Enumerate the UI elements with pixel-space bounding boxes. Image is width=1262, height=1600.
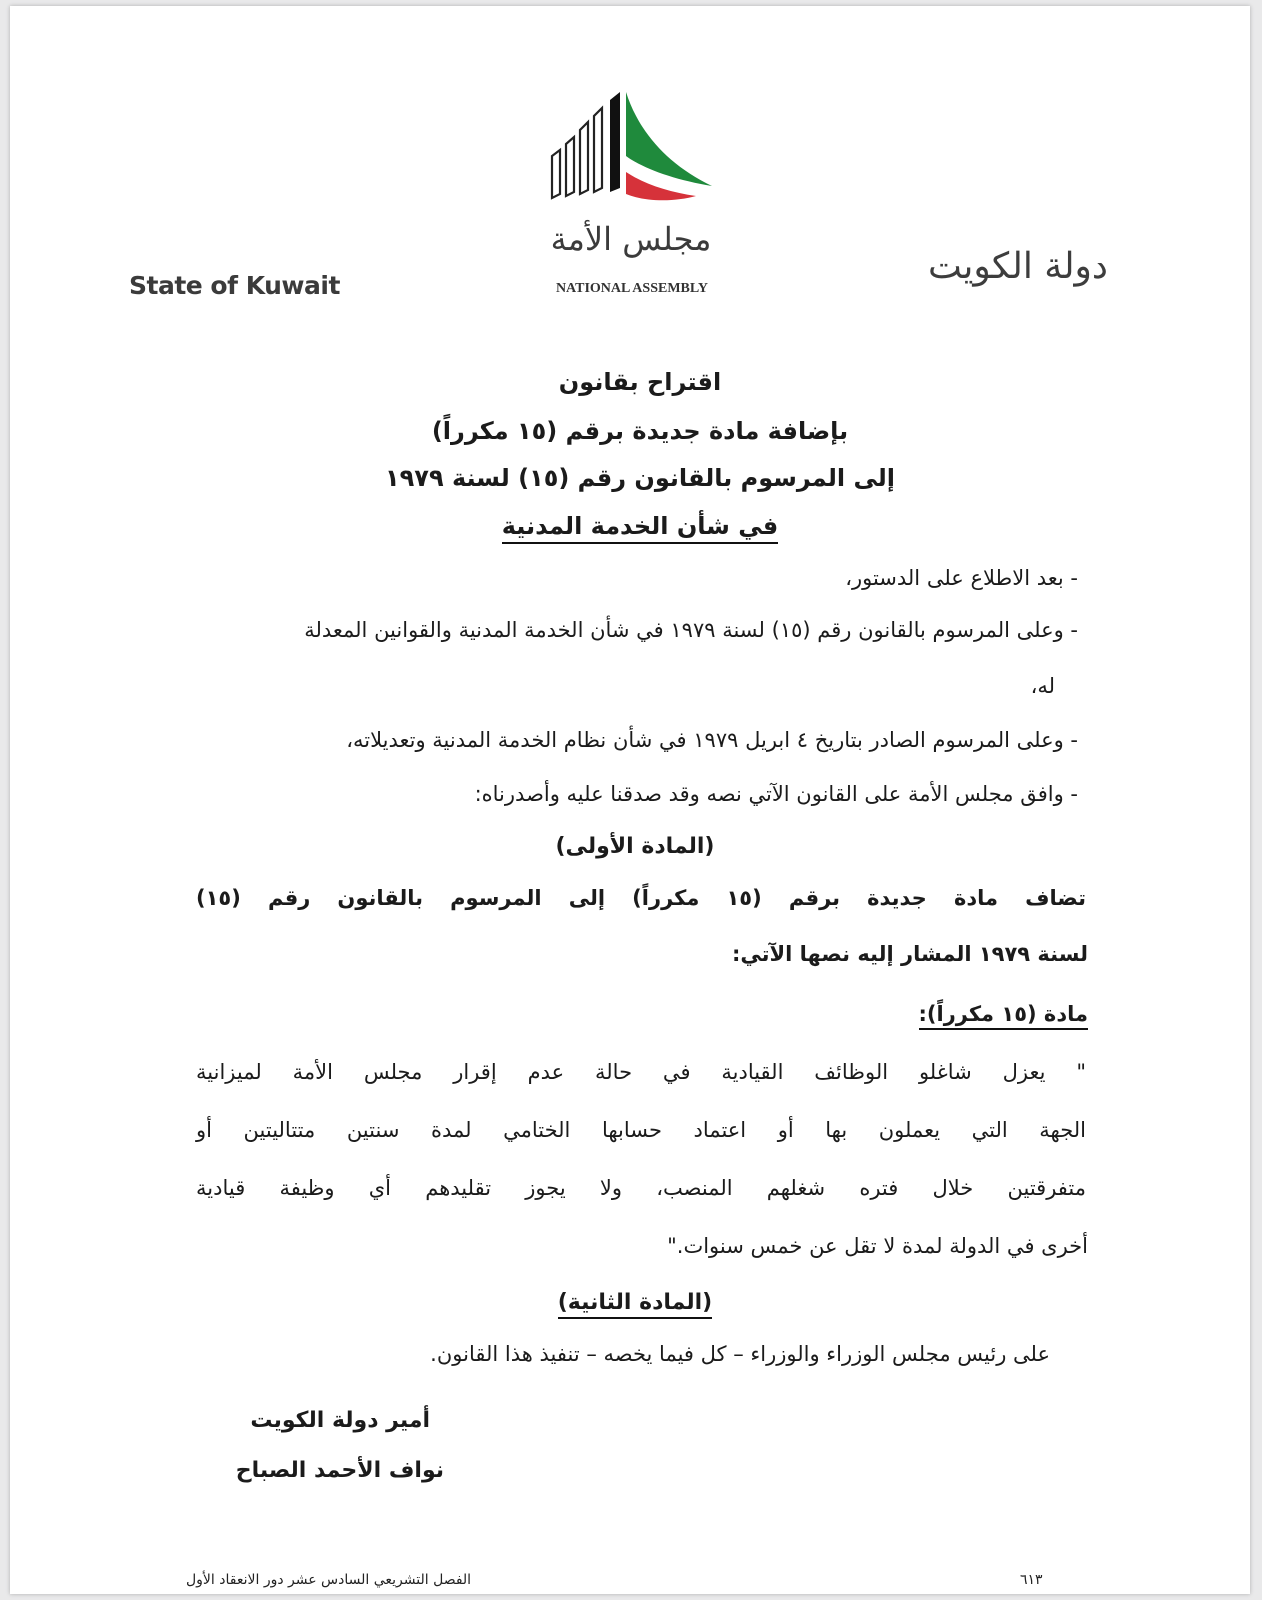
state-of-kuwait-english: State of Kuwait [129, 271, 340, 300]
article-2-text: على رئيس مجلس الوزراء والوزراء – كل فيما يخصه – تنفيذ هذا القانون. [430, 1342, 1050, 1366]
quote-line-1: " يعزل شاغلو الوظائف القيادية في حالة عدم إقرار مجلس الأمة لميزانية [196, 1060, 1086, 1084]
title-line-4 [210, 512, 1070, 540]
national-assembly-english: NATIONAL ASSEMBLY [555, 281, 709, 296]
article-15-bis-heading-text: مادة (١٥ مكرراً): [919, 1002, 1089, 1030]
preamble-item-2-line-2: له، [1030, 674, 1055, 698]
title-line-3: إلى المرسوم بالقانون رقم (١٥) لسنة ١٩٧٩ [385, 464, 895, 492]
preamble-item-1: - بعد الاطلاع على الدستور، [845, 566, 1078, 590]
national-assembly-arabic: مجلس الأمة [550, 220, 712, 258]
title-line-2: بإضافة مادة جديدة برقم (١٥ مكرراً) [431, 417, 849, 445]
article-2-heading [210, 1290, 1060, 1315]
title-line-1: اقتراح بقانون [558, 368, 722, 396]
quote-line-2: الجهة التي يعملون بها أو اعتماد حسابها الختامي لمدة سنتين متتاليتين أو [196, 1118, 1086, 1142]
article-1-text-line-2: لسنة ١٩٧٩ المشار إليه نصها الآتي: [732, 942, 1088, 966]
signature-name: نواف الأحمد الصباح [235, 1458, 444, 1483]
article-2-heading-text: (المادة الثانية) [558, 1290, 712, 1319]
preamble-item-2-line-1: - وعلى المرسوم بالقانون رقم (١٥) لسنة ١٩٧٩ في شأن الخدمة المدنية والقوانين المعدلة [304, 618, 1078, 642]
footer-page-number: ٦١٣ [1020, 1572, 1043, 1588]
article-15-bis-heading [198, 1002, 1088, 1027]
footer-session: الفصل التشريعي السادس عشر دور الانعقاد الأول [186, 1572, 472, 1588]
title-line-4-text: في شأن الخدمة المدنية [502, 512, 779, 544]
preamble-item-4: - وافق مجلس الأمة على القانون الآتي نصه وقد صدقنا عليه وأصدرناه: [474, 782, 1078, 806]
preamble-item-3: - وعلى المرسوم الصادر بتاريخ ٤ ابريل ١٩٧٩ في شأن نظام الخدمة المدنية وتعديلاته، [346, 728, 1078, 752]
quote-line-3: متفرقتين خلال فتره شغلهم المنصب، ولا يجوز تقليدهم أي وظيفة قيادية [196, 1176, 1086, 1200]
national-assembly-logo [546, 90, 718, 220]
signature-title: أمير دولة الكويت [250, 1408, 430, 1433]
article-1-text-line-1: تضاف مادة جديدة برقم (١٥ مكرراً) إلى المرسوم بالقانون رقم (١٥) [196, 886, 1086, 910]
document-page [10, 6, 1250, 1594]
article-1-heading: (المادة الأولى) [555, 834, 715, 859]
quote-line-4: أخرى في الدولة لمدة لا تقل عن خمس سنوات." [667, 1234, 1088, 1258]
state-of-kuwait-arabic: دولة الكويت [928, 246, 1108, 287]
